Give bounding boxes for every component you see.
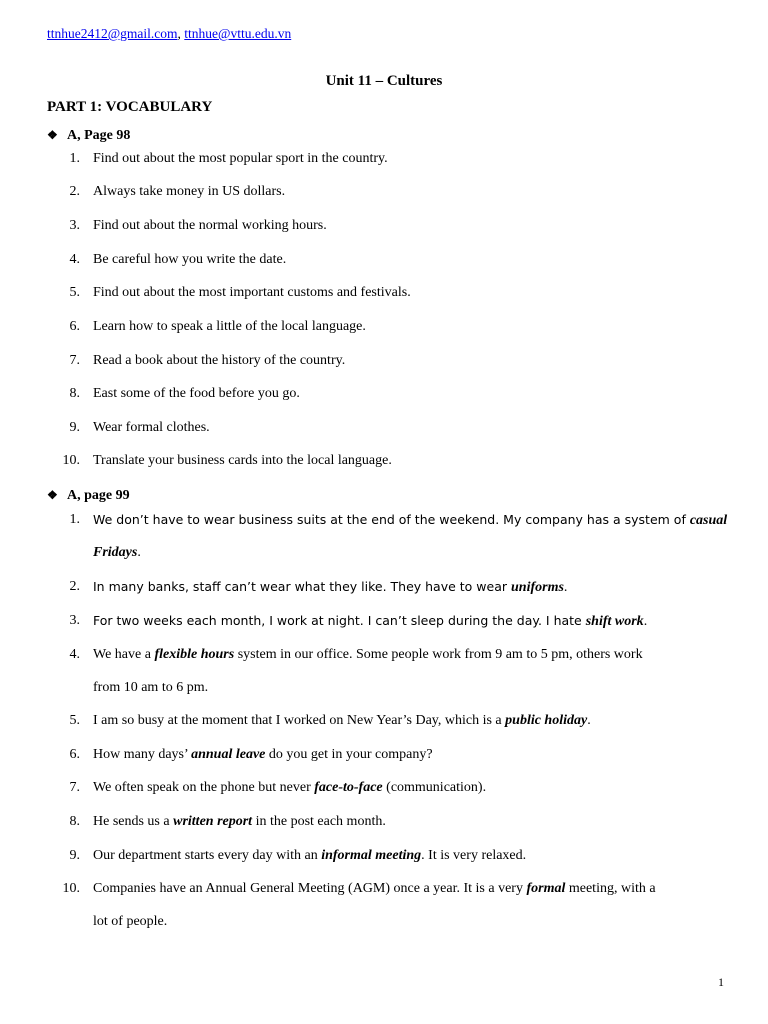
section-heading-text: A, Page 98 (67, 128, 131, 143)
key-term: formal (526, 881, 566, 896)
item-number: 2. (69, 579, 80, 594)
item-number: 7. (69, 780, 80, 795)
item-text: We have a flexible hours system in our office. Some people work from 9 am to 5 pm, others work (93, 647, 643, 662)
key-term: casual (689, 513, 728, 528)
item-number: 6. (69, 319, 80, 334)
item-number: 8. (69, 814, 80, 829)
item-number: 3. (69, 218, 80, 233)
item-number: 9. (69, 420, 80, 435)
item-text: For two weeks each month, I work at night. I can’t sleep during the day. I hate shift work. (93, 613, 648, 629)
item-text: Find out about the most popular sport in the country. (93, 151, 388, 166)
item-text: Find out about the most important customs and festivals. (93, 285, 411, 300)
item-text-continued: from 10 am to 6 pm. (93, 680, 209, 695)
item-number: 7. (69, 353, 80, 368)
item-number: 3. (69, 613, 80, 628)
item-number: 8. (69, 386, 80, 401)
item-number: 10. (62, 453, 80, 468)
contact-header (47, 25, 291, 43)
section-heading-page-99 (47, 486, 130, 505)
item-text: Find out about the normal working hours. (93, 218, 327, 233)
item-text: East some of the food before you go. (93, 386, 300, 401)
item-number: 6. (69, 747, 80, 762)
diamond-bullet-icon: ❖ (47, 488, 58, 502)
item-text: We often speak on the phone but never face-to-face (communication). (93, 780, 487, 795)
item-text: How many days’ annual leave do you get in your company? (93, 747, 433, 762)
email-link-vttu[interactable]: ttnhue@vttu.edu.vn (184, 26, 292, 41)
item-number: 10. (62, 881, 80, 896)
item-number: 1. (69, 151, 80, 166)
item-text: I am so busy at the moment that I worked on New Year’s Day, which is a public holiday. (93, 713, 591, 728)
unit-title: Unit 11 – Cultures (325, 73, 443, 89)
item-text: Wear formal clothes. (93, 420, 210, 435)
key-term: informal meeting (321, 848, 422, 863)
item-text-continued: Fridays. (93, 545, 141, 560)
page-number: 1 (718, 975, 724, 989)
key-term: public holiday (505, 713, 588, 728)
item-text: In many banks, staff can’t wear what they like. They have to wear uniforms. (93, 579, 568, 595)
item-text: Translate your business cards into the local language. (93, 453, 392, 468)
email-separator: , (177, 26, 185, 41)
item-number: 5. (69, 713, 80, 728)
section-heading-text: A, page 99 (67, 488, 130, 503)
key-term: annual leave (191, 747, 266, 762)
item-text: Companies have an Annual General Meeting (AGM) once a year. It is a very formal meeting, with a (93, 881, 656, 896)
item-text: We don’t have to wear business suits at the end of the weekend. My company has a system of casual (93, 512, 728, 528)
key-term: flexible hours (154, 647, 235, 662)
item-text: Be careful how you write the date. (93, 252, 287, 267)
email-link-gmail[interactable]: ttnhue2412@gmail.com (47, 26, 178, 41)
item-text: Always take money in US dollars. (93, 184, 286, 199)
section-heading-page-98 (47, 126, 130, 145)
key-term: shift work (585, 614, 644, 629)
item-number: 1. (69, 512, 80, 527)
item-text: Our department starts every day with an informal meeting. It is very relaxed. (93, 848, 527, 863)
item-number: 9. (69, 848, 80, 863)
item-text: Learn how to speak a little of the local language. (93, 319, 366, 334)
diamond-bullet-icon: ❖ (47, 128, 58, 142)
item-number: 4. (69, 647, 80, 662)
item-number: 4. (69, 252, 80, 267)
key-term: written report (173, 814, 253, 829)
item-text: Read a book about the history of the country. (93, 353, 346, 368)
item-text-continued: lot of people. (93, 914, 168, 929)
item-text: He sends us a written report in the post each month. (93, 814, 386, 829)
key-term: uniforms (511, 580, 564, 595)
item-number: 5. (69, 285, 80, 300)
key-term: face-to-face (314, 780, 383, 795)
key-term: Fridays (93, 545, 138, 560)
part-title: PART 1: VOCABULARY (47, 99, 213, 115)
item-number: 2. (69, 184, 80, 199)
